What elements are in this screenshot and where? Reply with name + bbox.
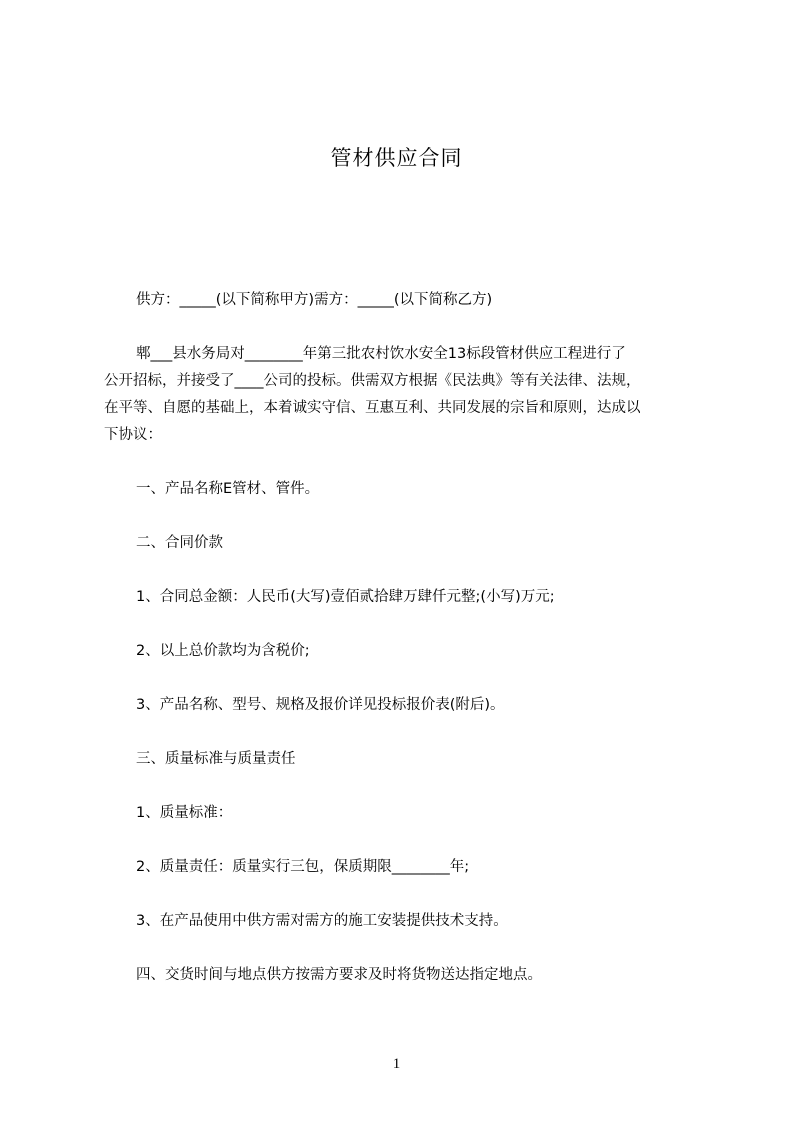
clause: 一、产品名称E管材、管件。 xyxy=(136,481,320,497)
clause: 3、产品名称、型号、规格及报价详见投标报价表(附后)。 xyxy=(136,697,505,713)
document-title: 管材供应合同 xyxy=(330,146,463,170)
clause: 3、在产品使用中供方需对需方的施工安装提供技术支持。 xyxy=(136,913,508,929)
clause: 三、质量标准与质量责任 xyxy=(136,751,296,767)
intro-line: 下协议： xyxy=(104,427,162,443)
intro-line: 公开招标，并接受了____公司的投标。供需双方根据《民法典》等有关法律、法规， xyxy=(104,373,641,389)
clause: 四、交货时间与地点供方按需方要求及时将货物送达指定地点。 xyxy=(136,967,542,983)
clause: 二、合同价款 xyxy=(136,535,223,551)
intro-line: 郫___县水务局对________年第三批农村饮水安全13标段管材供应工程进行了 xyxy=(136,346,626,362)
page-number: 1 xyxy=(392,1056,401,1072)
intro-line: 在平等、自愿的基础上，本着诚实守信、互惠互利、共同发展的宗旨和原则，达成以 xyxy=(104,400,641,416)
clause: 2、质量责任：质量实行三包，保质期限________年; xyxy=(136,859,470,875)
clause: 2、以上总价款均为含税价; xyxy=(136,643,310,659)
clause: 1、质量标准： xyxy=(136,805,233,821)
clause: 1、合同总金额：人民币(大写)壹佰贰拾肆万肆仟元整;(小写)万元; xyxy=(136,589,555,605)
parties-line: 供方：_____(以下简称甲方)需方：_____(以下简称乙方) xyxy=(136,292,493,308)
